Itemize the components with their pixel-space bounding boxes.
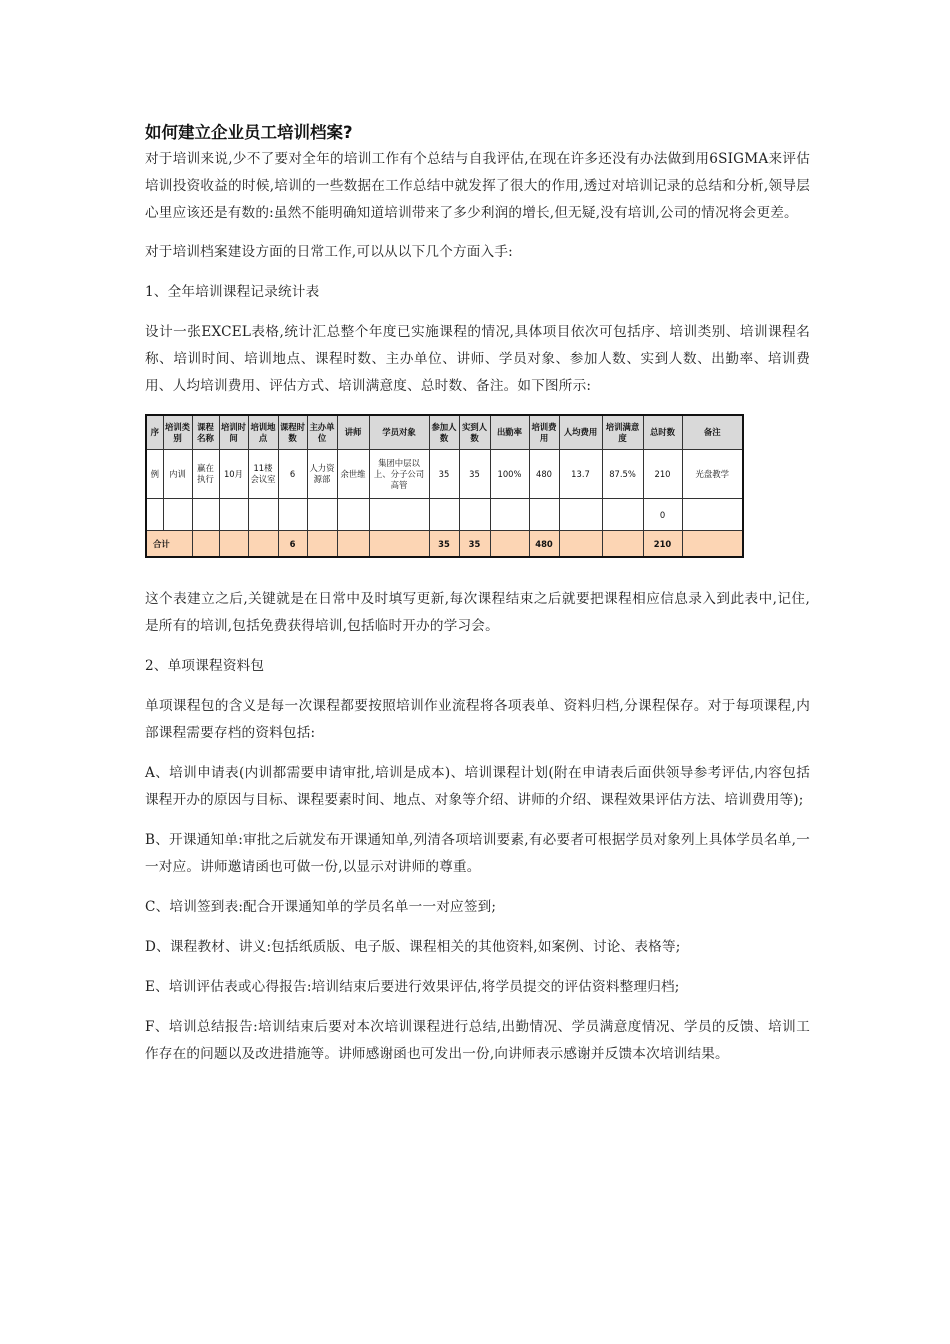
table-cell: 35 bbox=[429, 450, 459, 499]
table-cell: 人力资源部 bbox=[307, 450, 337, 499]
table-cell: 10月 bbox=[219, 450, 248, 499]
table-cell: 6 bbox=[278, 450, 307, 499]
table-cell bbox=[192, 499, 219, 531]
total-attended: 35 bbox=[459, 531, 490, 558]
table-cell bbox=[529, 499, 559, 531]
table-header-row bbox=[146, 415, 743, 450]
header-cell: 培训时间 bbox=[219, 415, 248, 450]
table-cell bbox=[559, 499, 602, 531]
table-row bbox=[146, 499, 743, 531]
table-cell: 100% bbox=[490, 450, 529, 499]
total-label: 合计 bbox=[146, 531, 192, 558]
header-cell: 培训费用 bbox=[529, 415, 559, 450]
table-cell: 例 bbox=[146, 450, 163, 499]
table-cell bbox=[490, 531, 529, 558]
header-cell: 序 bbox=[146, 415, 163, 450]
table-cell bbox=[369, 531, 429, 558]
header-cell: 人均费用 bbox=[559, 415, 602, 450]
table-cell: 内训 bbox=[163, 450, 192, 499]
table-cell bbox=[219, 499, 248, 531]
table-cell bbox=[337, 531, 369, 558]
table-cell bbox=[682, 531, 743, 558]
header-cell: 培训类别 bbox=[163, 415, 192, 450]
section1-heading: 1、全年培训课程记录统计表 bbox=[145, 284, 320, 300]
lead-paragraph: 对于培训档案建设方面的日常工作,可以从以下几个方面入手: bbox=[145, 244, 513, 260]
table-total-row bbox=[146, 531, 743, 558]
table-cell bbox=[219, 531, 248, 558]
item-b: B、开课通知单:审批之后就发布开课通知单,列清各项培训要素,有必要者可根据学员对象列上具体学员名单,一一对应。讲师邀请函也可做一份,以显示对讲师的尊重。 bbox=[145, 832, 810, 875]
table-cell bbox=[192, 531, 219, 558]
table-cell bbox=[146, 499, 163, 531]
item-d: D、课程教材、讲义:包括纸质版、电子版、课程相关的其他资料,如案例、讨论、表格等; bbox=[145, 939, 681, 955]
header-cell: 讲师 bbox=[337, 415, 369, 450]
table-cell: 35 bbox=[459, 450, 490, 499]
table-cell: 0 bbox=[643, 499, 682, 531]
total-sum-hours: 210 bbox=[643, 531, 682, 558]
table-cell bbox=[307, 531, 337, 558]
training-record-table-image bbox=[145, 414, 742, 558]
header-cell: 课程名称 bbox=[192, 415, 219, 450]
table-cell bbox=[248, 531, 278, 558]
table-cell bbox=[278, 499, 307, 531]
header-cell: 培训地点 bbox=[248, 415, 278, 450]
table-cell bbox=[369, 499, 429, 531]
total-cost: 480 bbox=[529, 531, 559, 558]
item-f: F、培训总结报告:培训结束后要对本次培训课程进行总结,出勤情况、学员满意度情况、学员的反馈、培训工作存在的问题以及改进措施等。讲师感谢函也可发出一份,向讲师表示感谢并反馈本次培训结果。 bbox=[145, 1019, 810, 1062]
header-cell: 实到人数 bbox=[459, 415, 490, 450]
header-cell: 总时数 bbox=[643, 415, 682, 450]
item-e: E、培训评估表或心得报告:培训结束后要进行效果评估,将学员提交的评估资料整理归档; bbox=[145, 979, 680, 995]
table-cell bbox=[337, 499, 369, 531]
table-row bbox=[146, 450, 743, 499]
intro-paragraph: 对于培训来说,少不了要对全年的培训工作有个总结与自我评估,在现在许多还没有办法做到用6SIGMA来评估培训投资收益的时候,培训的一些数据在工作总结中就发挥了很大的作用,透过对培训记录的总结和分析,领导层心里应该还是有数的:虽然不能明确知道培训带来了多少利润的增长,但无疑,没有培训,公司的情况将会更差。 bbox=[145, 151, 810, 221]
table-cell bbox=[602, 531, 643, 558]
section1-body: 设计一张EXCEL表格,统计汇总整个年度已实施课程的情况,具体项目依次可包括序、培训类别、培训课程名称、培训时间、培训地点、课程时数、主办单位、讲师、学员对象、参加人数、实到人数、出勤率、培训费用、人均培训费用、评估方式、培训满意度、总时数、备注。如下图所示: bbox=[145, 324, 810, 394]
table-cell: 赢在执行 bbox=[192, 450, 219, 499]
training-record-table bbox=[145, 414, 744, 558]
table-cell bbox=[163, 499, 192, 531]
header-cell: 主办单位 bbox=[307, 415, 337, 450]
table-cell bbox=[429, 499, 459, 531]
header-cell: 参加人数 bbox=[429, 415, 459, 450]
table-cell: 210 bbox=[643, 450, 682, 499]
table-cell bbox=[459, 499, 490, 531]
total-participants: 35 bbox=[429, 531, 459, 558]
table-cell: 余世维 bbox=[337, 450, 369, 499]
table-cell: 13.7 bbox=[559, 450, 602, 499]
header-cell: 培训满意度 bbox=[602, 415, 643, 450]
table-cell: 87.5% bbox=[602, 450, 643, 499]
header-cell: 出勤率 bbox=[490, 415, 529, 450]
table-cell bbox=[490, 499, 529, 531]
header-cell: 课程时数 bbox=[278, 415, 307, 450]
table-cell bbox=[602, 499, 643, 531]
document-title: 如何建立企业员工培训档案? bbox=[145, 123, 353, 142]
section1-after: 这个表建立之后,关键就是在日常中及时填写更新,每次课程结束之后就要把课程相应信息录入到此表中,记住,是所有的培训,包括免费获得培训,包括临时开办的学习会。 bbox=[145, 591, 810, 634]
table-cell: 480 bbox=[529, 450, 559, 499]
table-cell: 11楼会议室 bbox=[248, 450, 278, 499]
table-cell bbox=[559, 531, 602, 558]
section2-heading: 2、单项课程资料包 bbox=[145, 658, 265, 674]
item-c: C、培训签到表:配合开课通知单的学员名单一一对应签到; bbox=[145, 899, 497, 915]
table-cell bbox=[248, 499, 278, 531]
item-a: A、培训申请表(内训都需要申请审批,培训是成本)、培训课程计划(附在申请表后面供领导参考评估,内容包括课程开办的原因与目标、课程要素时间、地点、对象等介绍、讲师的介绍、课程效果评估方法、培训费用等); bbox=[145, 765, 810, 808]
table-cell: 集团中层以上、分子公司高管 bbox=[369, 450, 429, 499]
document-page bbox=[145, 120, 810, 1068]
table-cell: 光盘教学 bbox=[682, 450, 743, 499]
header-cell: 学员对象 bbox=[369, 415, 429, 450]
table-cell bbox=[307, 499, 337, 531]
header-cell: 备注 bbox=[682, 415, 743, 450]
total-hours: 6 bbox=[278, 531, 307, 558]
section2-body: 单项课程包的含义是每一次课程都要按照培训作业流程将各项表单、资料归档,分课程保存。对于每项课程,内部课程需要存档的资料包括: bbox=[145, 698, 810, 741]
table-cell bbox=[682, 499, 743, 531]
